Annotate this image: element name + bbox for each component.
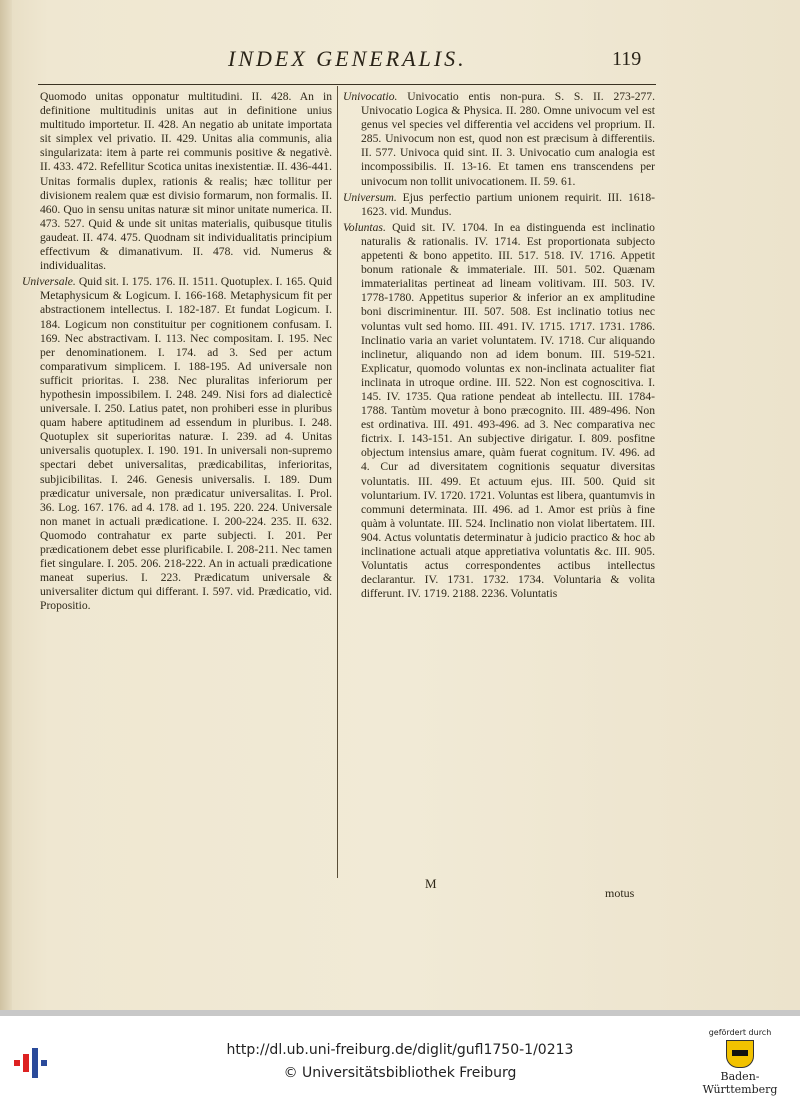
- signature-mark: M: [425, 876, 437, 891]
- entry-text: Quomodo unitas opponatur multitudini. II. 428. An in definitione multitudinis unitas aut in definitione unius multitudo importetur. II. 428. An negatio ab unitate importata sit simplex vel privatio. II. 429. Unitas alia communis, alia singularizata: item à parte rei communis positive & negativè. II. 433. 472. Refellitur Scotica unitas inexistentiæ. II. 436-441. Unitas formalis duplex, rationis & realis; hæc tollitur per divisionem realem quæ est divisio formarum, non formalis. II. 460. Quo in sensu unitas naturæ sit minor unitate numerica. II. 473. 527. Quid & unde sit unitas materialis, quibusque titulis gaudeat. II. 474. 475. Quodnam sit individualitatis principium effectivum & dimanativum. II. 478. vid. Numerus & individualitas.: [40, 90, 332, 273]
- entry-text: Quid sit. IV. 1704. In ea distinguenda est inclinatio naturalis & rationalis. IV. 1714. Est proportionata subjecto appetenti & bono appetito. III. 517. 518. IV. 1716. Appetit bonum rationale & immateriale. III. 501. 502. Quænam immaterialitas pertineat ad lineam volitivam. III. 503. IV. 1778-1780. Appetitus superior & inferior an ex amplitudine boni discriminentur. III. 507. 508. Est inclinatio totius nec voluntas vult sed homo. III. 491. IV. 1715. 1717. 1731. 1786. Inclinatio varia an variet voluntatem. IV. 1718. Cur aliquando inclinetur, aliquando non ad idem bonum. III. 519-521. Explicatur, quomodo voluntas ex non-inclinata actualiter fiat inclinata in utroque ordine. III. 522. Non est cognoscitiva. I. 145. IV. 1735. Qua ratione pendeat ab intellectu. III. 1784-1788. Tantùm movetur à bono præcognito. III. 489-496. Non est ordinativa. III. 491. 493-496. ad 3. Nec comparativa nec fictrix. I. 143-151. An subjective dirigatur. I. 809. posfitne objectum intensius amare, quàm fuerat cognitum. IV. 496. ad 4. Cur ad diversitatem cognitionis sequatur diversitas voluntatis. III. 499. Et actuum ejus. III. 500. Quid sit voluntarium. IV. 1720. 1721. Voluntas est libera, quantumvis in communi determinata. III. 496. ad 1. Amor est priùs à fine quàm à voluntate. III. 524. Inclinatio non violat libertatem. III. 904. Actus voluntatis determinatur à judicio practico & hoc ab inclinatione actuali atque appretiativa voluntatis &c. III. 905. Voluntatis actus correspondentes actibus intellectus declarantur. IV. 1731. 1732. 1734. Voluntaria & volita differunt. IV. 1719. 2188. 2236. Voluntatis: [361, 220, 656, 601]
- header-rule: [38, 84, 656, 85]
- right-column: [343, 90, 655, 603]
- footer-divider: [0, 1010, 800, 1016]
- index-entry: [22, 275, 332, 613]
- left-column: [22, 90, 332, 615]
- permalink-url[interactable]: http://dl.ub.uni-freiburg.de/diglit/gufl1750-1/0213: [226, 1042, 574, 1058]
- crest-icon: [726, 1040, 754, 1068]
- index-entry: [343, 191, 655, 219]
- entry-lemma: Universale.: [22, 275, 76, 289]
- entry-lemma: Univocatio.: [343, 90, 398, 103]
- entry-text: Univocatio entis non-pura. S. S. II. 273-277. Univocatio Logica & Physica. II. 280. Omne univocum vel est genus vel species vel differentia vel accidens vel proprium. II. 285. Univocum non est, quod non est præcisum à differentiis. II. 577. Univoca quid sint. II. 3. Univocatio cum analogia est incompossibilis. II. 13-16. Et tamen ens transcendens per univocum non tollit univocationem. II. 59. 61.: [361, 90, 655, 188]
- sponsor-name: Baden-Württemberg: [702, 1070, 778, 1096]
- column-divider: [337, 86, 338, 878]
- running-header: [0, 46, 800, 80]
- catchword: motus: [605, 886, 635, 900]
- index-entry: [343, 90, 655, 189]
- entry-text: Quid sit. I. 175. 176. II. 1511. Quotuplex. I. 165. Quid Metaphysicum & Logicum. I. 166-168. Metaphysicum fit per abstractionem intellectus. I. 182-187. Et fundat Logicum. I. 184. Logicum non constituitur per cognitionem confusam. I. 169. Nec abstractivam. I. 113. Nec compositam. I. 195. Nec per denominationem. I. 174. ad 3. Sed per actum comparativum simplicem. I. 188-195. Ad universale non sufficit prioritas. I. 238. Nec pluralitas inferiorum per hypothesin impossibilem. I. 248. 249. Nisi fors ad dialecticè universale. I. 250. Latius patet, non prohiberi esse in pluribus quam habere aptitudinem ad essendum in pluribus. I. 248. Quotuplex sit superioritas naturæ. I. 239. ad 4. Unitas universalis quotuplex. I. 190. 191. In universali non-supremo spectari debet universalitas, prædicabilitas, inferioritas, subjicibilitas. I. 246. Genesis universalis. I. 189. Dum prædicatur universale, non prædicatur universalitas. I. Prol. 36. Log. 167. 176. ad 4. 178. ad 1. 195. 220. 224. Universale non manet in actuali prædicatione. I. 200-224. 235. II. 632. Quomodo contrahatur ex parte subjecti. I. 201. Per prædicationem debet esse plurificabile. I. 208-211. Nec tamen fiet singulare. I. 205. 206. 218-222. An in actuali prædicatione maneat superius. I. 223. Prædicatum universale & universaliter dictum qui differant. I. 597. vid. Prædicatio, vid. Propositio.: [40, 275, 332, 613]
- page-number: 119: [612, 48, 642, 70]
- index-entry: [22, 90, 332, 273]
- entry-lemma: Universum.: [343, 190, 397, 204]
- index-entry: [343, 221, 655, 602]
- copyright-notice: © Universitätsbibliothek Freiburg: [283, 1065, 517, 1081]
- page-spine-shadow: [0, 0, 12, 1010]
- sponsor-caption: gefördert durch: [708, 1028, 772, 1037]
- running-title: INDEX GENERALIS.: [228, 46, 467, 71]
- entry-text: Ejus perfectio partium unionem requirit. III. 1618-1623. vid. Mundus.: [361, 190, 655, 218]
- entry-lemma: Voluntas.: [343, 220, 386, 234]
- viewer-footer: [0, 1010, 800, 1094]
- sponsor-block: [690, 1028, 790, 1096]
